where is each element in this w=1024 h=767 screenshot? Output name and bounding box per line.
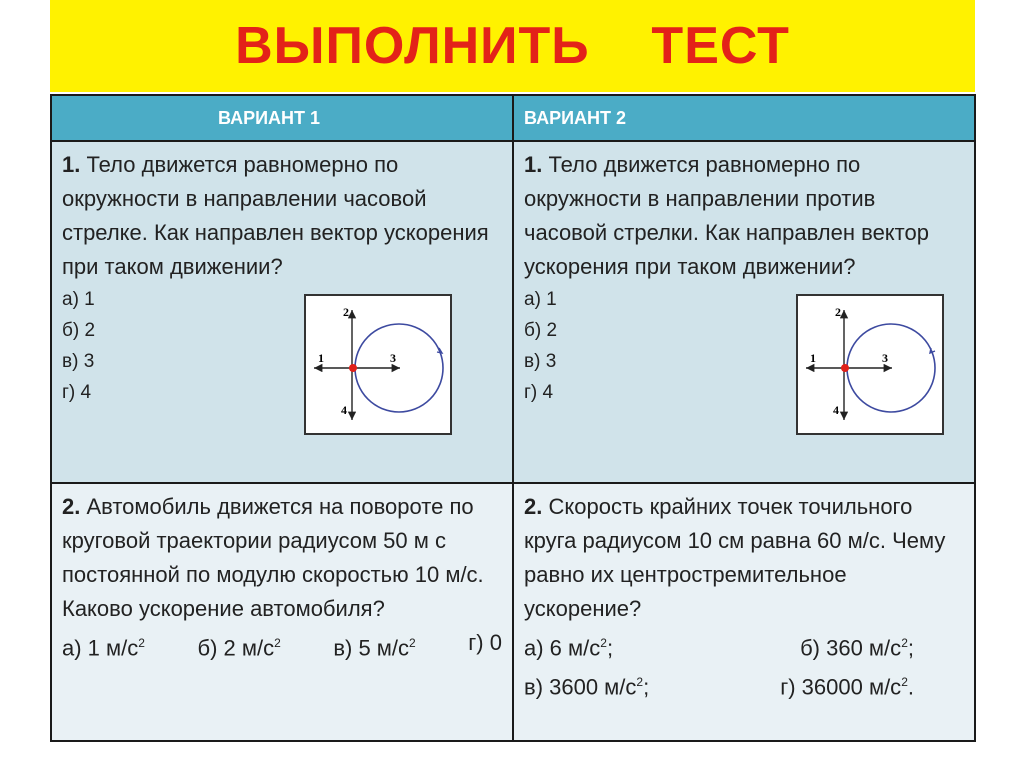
vector-diagram-counterclockwise (798, 296, 942, 433)
answer-c: в) 3 (62, 351, 95, 372)
question-row-1 (51, 141, 975, 483)
answer-d: г) 4 (62, 382, 92, 403)
v2-q1-text: 1. Тело движется равномерно по окружности в направлении против часовой стрелки. Как направлен вектор ускорения при таком движении? (524, 152, 929, 279)
svg-text:4: 4 (833, 403, 839, 417)
v1-q2-text: 2. Автомобиль движется на повороте по круговой траектории радиусом 50 м с постоянной по модулю скоростью 10 м/с. Каково ускорение автомобиля? (62, 494, 484, 621)
svg-text:4: 4 (341, 403, 347, 417)
vector-diagram-clockwise (306, 296, 450, 433)
circle-motion-diagram-1 (304, 294, 452, 435)
header-variant-2: ВАРИАНТ 2 (513, 95, 975, 141)
answer-c: в) 5 $м/с^2$ (333, 635, 416, 661)
answer-b: б) 2 (524, 320, 558, 341)
v2-q2-answers-row-2 (524, 665, 964, 704)
header-variant-1: ВАРИАНТ 1 (51, 95, 513, 141)
v1-q2-cell (51, 483, 513, 741)
test-table (50, 94, 976, 742)
answer-a: а) 1 (62, 289, 95, 310)
circle-motion-diagram-2 (796, 294, 944, 435)
svg-text:3: 3 (882, 351, 888, 365)
answer-d: г) 0 (468, 630, 502, 655)
v1-q2-answers (62, 626, 502, 665)
svg-text:2: 2 (343, 305, 349, 319)
svg-text:3: 3 (390, 351, 396, 365)
answer-a: а) 6 $м/с^2$; (524, 635, 614, 661)
v2-q2-text: 2. Скорость крайних точек точильного круга радиусом 10 см равна 60 м/с. Чему равно их центростремительное ускорение? (524, 494, 946, 621)
title-banner (50, 0, 975, 92)
v2-q2-cell (513, 483, 975, 741)
answer-c: в) 3600 $м/с^2$; (524, 674, 650, 700)
answer-a: а) 1 $м/с^2$ (62, 635, 145, 661)
svg-text:2: 2 (835, 305, 841, 319)
answer-b: б) 2 (62, 320, 96, 341)
v1-q1-text: 1. Тело движется равномерно по окружности в направлении часовой стрелке. Как направлен вектор ускорения при таком движении? (62, 152, 489, 279)
v2-q2-answers-row-1 (524, 626, 964, 665)
v1-q1-cell (51, 141, 513, 483)
svg-text:1: 1 (318, 351, 324, 365)
answer-d: г) 4 (524, 382, 554, 403)
answer-d: г) 36000 $м/с^2$. (780, 674, 914, 700)
page-title: ВЫПОЛНИТЬ ТЕСТ (235, 17, 790, 75)
body-point (349, 364, 357, 372)
svg-text:1: 1 (810, 351, 816, 365)
answer-c: в) 3 (524, 351, 557, 372)
answer-a: а) 1 (524, 289, 557, 310)
question-row-2 (51, 483, 975, 741)
answer-b: б) 2 $м/с^2$ (197, 635, 281, 661)
v2-q1-cell (513, 141, 975, 483)
header-row (51, 95, 975, 141)
direction-arrow-icon (930, 348, 935, 353)
answer-b: б) 360 $м/с^2$; (800, 635, 914, 661)
body-point (841, 364, 849, 372)
